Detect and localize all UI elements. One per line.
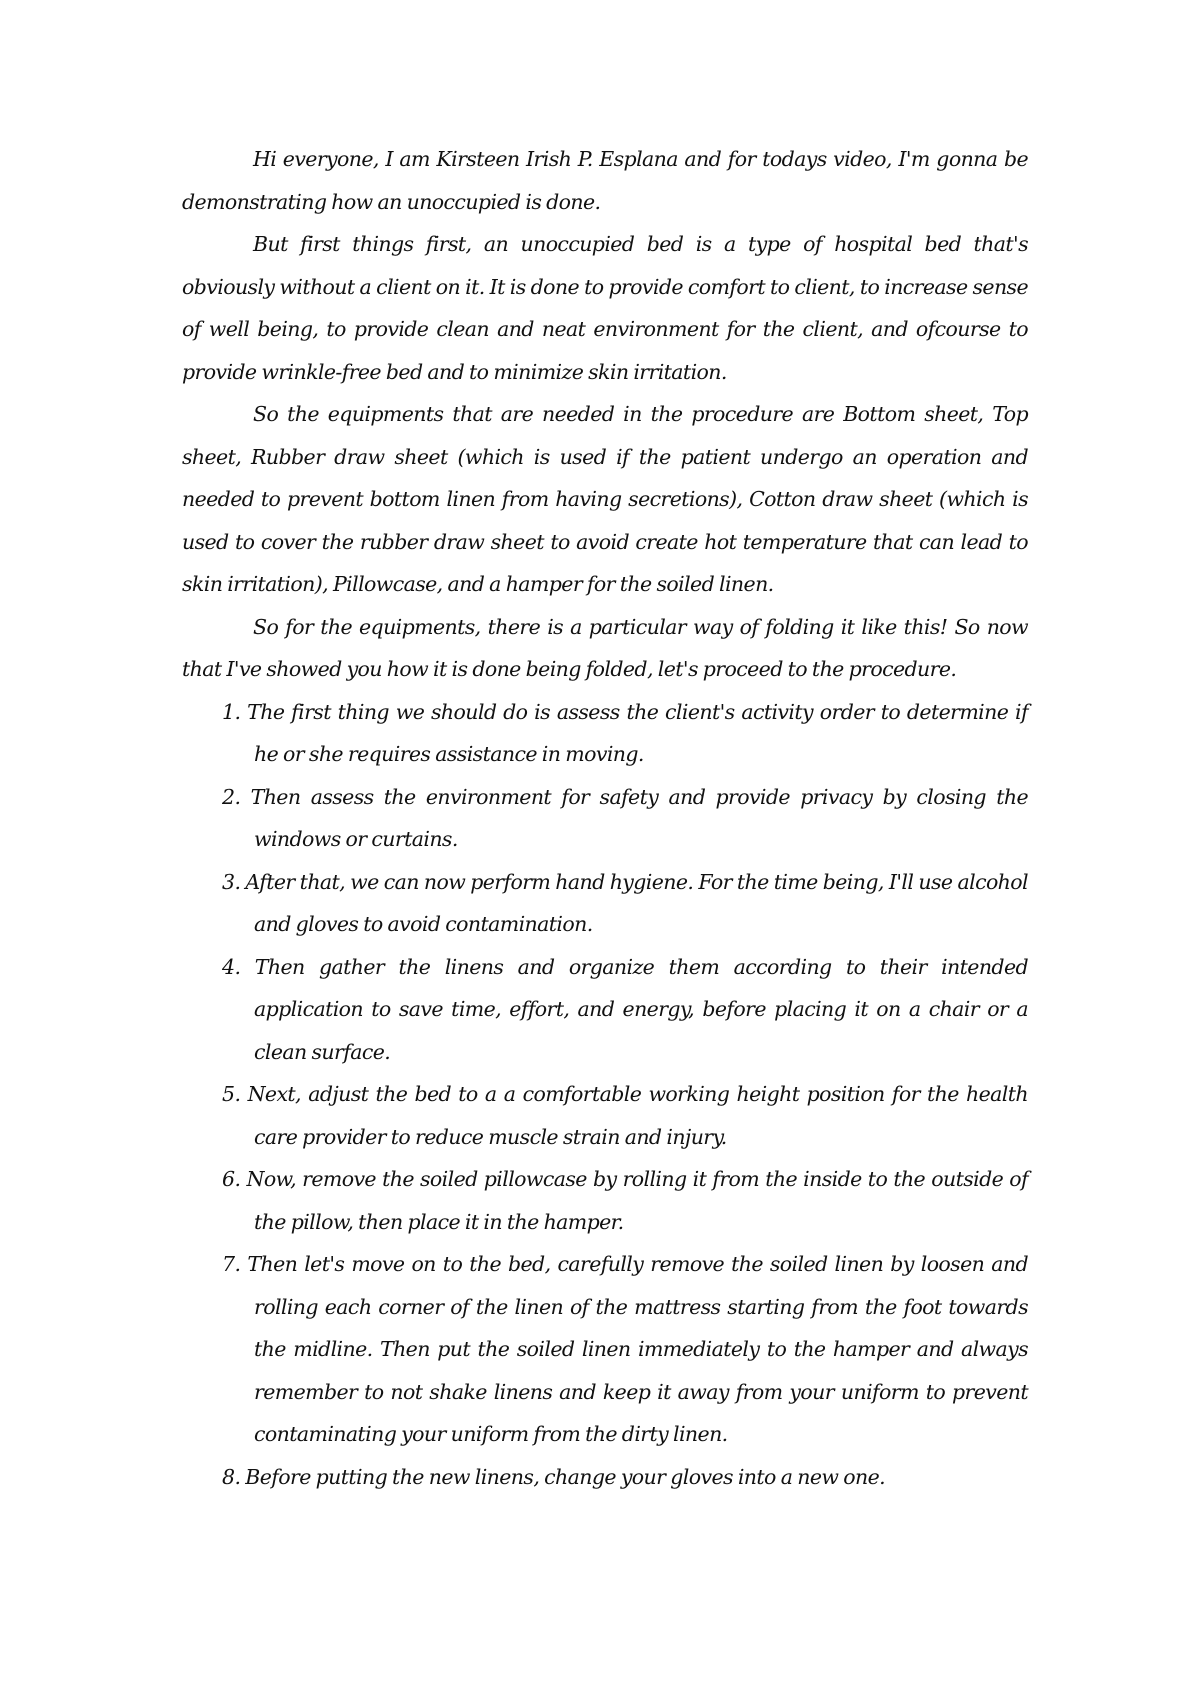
paragraph-definition: But first things first, an unoccupied bed is a type of hospital bed that's obviously without a client on it. It is done to provide comfort to client, to increase sense of well being, to provide clean and neat environment for the client, and ofcourse to provide wrinkle-free bed and to minimize skin irritation. — [182, 232, 1028, 384]
step-text: Next, adjust the bed to a a comfortable working height position for the health care provider to reduce muscle strain and injury. — [247, 1082, 1028, 1149]
step-text: Then gather the linens and organize them according to their intended application to save time, effort, and energy, before placing it on a chair or a clean surface. — [254, 954, 1029, 1064]
step-number: 2. — [222, 784, 241, 809]
paragraph-equipment: So the equipments that are needed in the procedure are Bottom sheet, Top sheet, Rubber draw sheet (which is used if the patient undergo an operation and needed to prevent bottom linen from having secretions), Cotton draw sheet (which is used to cover the rubber draw sheet to avoid create hot temperature that can lead to skin irritation), Pillowcase, and a hamper for the soiled linen. — [182, 402, 1028, 596]
step-number: 1. — [222, 699, 241, 724]
procedure-step — [182, 1158, 1028, 1243]
step-text: Now, remove the soiled pillowcase by rolling it from the inside to the outside of the pillow, then place it in the hamper. — [246, 1167, 1029, 1234]
procedure-steps-list — [182, 691, 1028, 1499]
step-text: Before putting the new linens, change your gloves into a new one. — [245, 1464, 886, 1489]
procedure-step — [182, 1243, 1028, 1456]
step-number: 7. — [222, 1252, 241, 1276]
step-number: 5. — [222, 1082, 241, 1106]
step-text: The first thing we should do is assess the client's activity order to determine if he or she requires assistance in moving. — [247, 699, 1028, 766]
paragraph-intro: Hi everyone, I am Kirsteen Irish P. Esplana and for todays video, I'm gonna be demonstrating how an unoccupied is done. — [182, 147, 1028, 214]
procedure-step — [182, 1073, 1028, 1158]
procedure-step — [182, 861, 1028, 946]
step-number: 4. — [222, 954, 241, 979]
procedure-step — [182, 946, 1028, 1074]
step-number: 3. — [222, 869, 241, 894]
document-body — [182, 138, 1028, 1498]
procedure-step — [182, 691, 1028, 776]
step-text: Then assess the environment for safety and provide privacy by closing the windows or curtains. — [250, 784, 1028, 851]
procedure-step — [182, 776, 1028, 861]
step-number: 8. — [222, 1464, 241, 1489]
step-text: Then let's move on to the bed, carefully remove the soiled linen by loosen and rolling each corner of the linen of the mattress starting from the foot towards the midline. Then put the soiled linen immediately to the hamper and always remember to not shake linens and keep it away from your uniform to prevent contaminating your uniform from the dirty linen. — [247, 1252, 1029, 1446]
paragraph-folding: So for the equipments, there is a particular way of folding it like this! So now that I've showed you how it is done being folded, let's proceed to the procedure. — [182, 614, 1028, 681]
step-number: 6. — [222, 1167, 241, 1191]
procedure-step — [182, 1456, 1028, 1499]
step-text: After that, we can now perform hand hygiene. For the time being, I'll use alcohol and gloves to avoid contamination. — [245, 869, 1028, 936]
